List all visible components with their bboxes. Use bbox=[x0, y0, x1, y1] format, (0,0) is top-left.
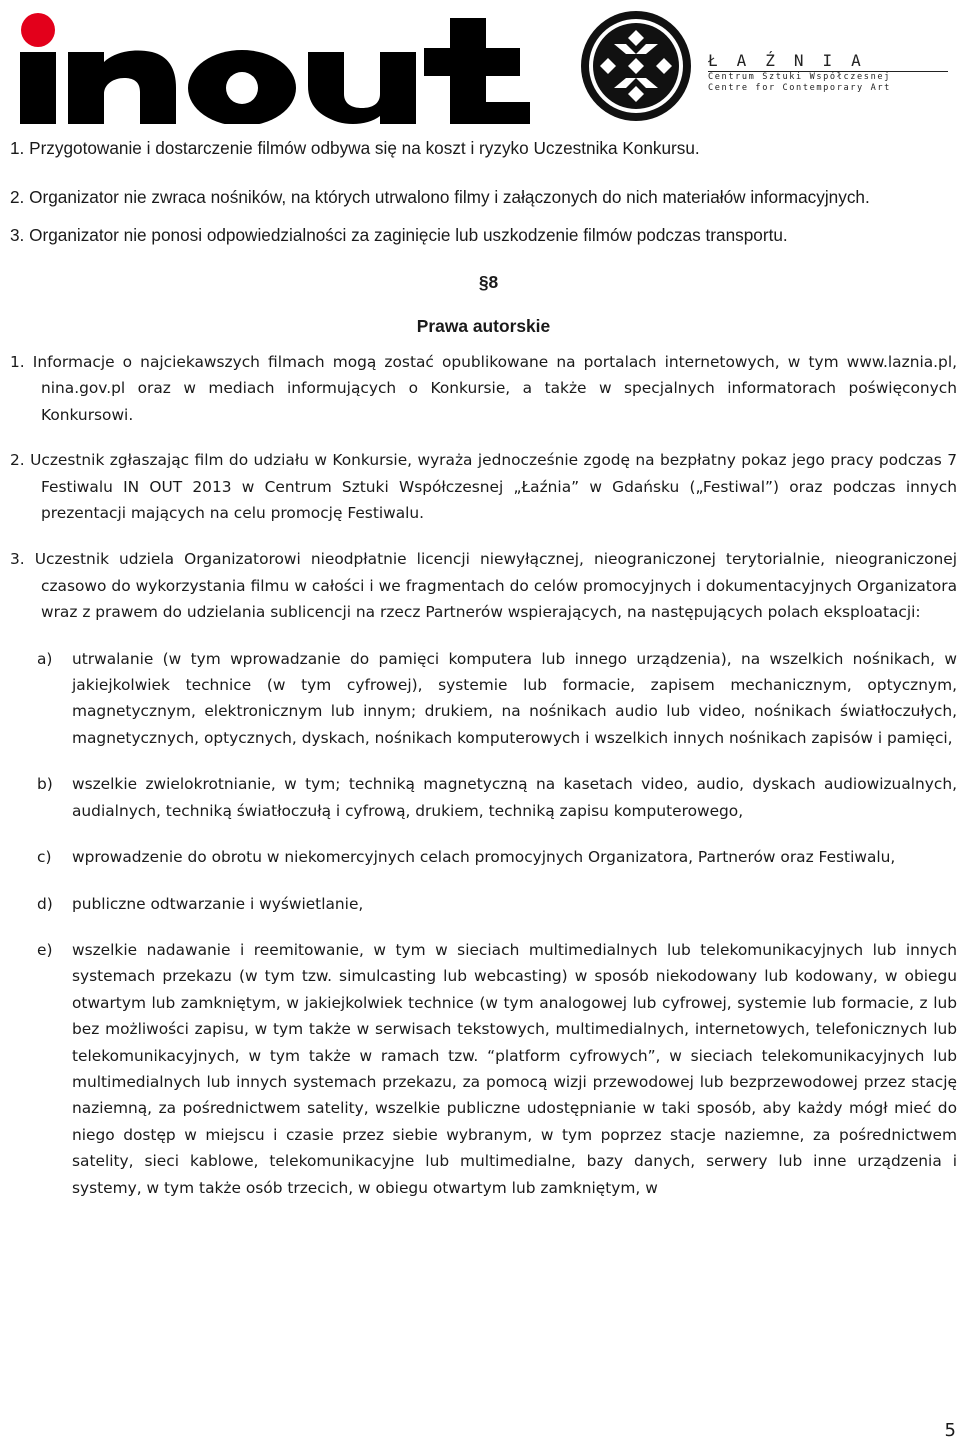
section-title: Prawa autorskie bbox=[416, 316, 551, 336]
copyright-item-2: 2. Uczestnik zgłaszając film do udziału w Konkursie, wyraża jednocześnie zgodę na bezpłatny pokaz jego pracy podczas 7 Festiwalu IN OUT 2013 w Centrum Sztuki Współczesnej „Łaźnia” w Gdańsku („Festiwal”) oraz podczas innych prezentacji mających na celu promocję Festiwalu. bbox=[10, 451, 957, 523]
field-label: e) bbox=[37, 940, 53, 959]
field-item-e bbox=[10, 937, 957, 1201]
field-item-b bbox=[10, 771, 957, 824]
laznia-title: ŁAŹNIA bbox=[708, 52, 948, 72]
laznia-subtitle-pl: Centrum Sztuki Współczesnej bbox=[708, 72, 891, 82]
laznia-seal-graphic bbox=[578, 8, 694, 124]
document-body bbox=[10, 136, 957, 1201]
field-item-c bbox=[10, 844, 957, 870]
transport-item-2: 2. Organizator nie zwraca nośników, na których utrwalono filmy i załączonych do nich materiałów informacyjnych. bbox=[10, 187, 870, 207]
field-label: c) bbox=[37, 848, 52, 867]
field-text: wprowadzenie do obrotu w niekomercyjnych celach promocyjnych Organizatora, Partnerów oraz Festiwalu, bbox=[72, 848, 896, 867]
field-item-a bbox=[10, 646, 957, 752]
copyright-item-3: 3. Uczestnik udziela Organizatorowi nieodpłatnie licencji niewyłącznej, nieograniczonej terytorialnie, nieograniczonej czasowo do wykorzystania filmu w całości i we fragmentach do celów promocyjnych i dokumentacyjnych Organizatora wraz z prawem do udzielania sublicencji na rzecz Partnerów wspierających, na następujących polach eksploatacji: bbox=[10, 550, 957, 622]
inout-logo bbox=[10, 10, 570, 124]
laznia-wordmark bbox=[708, 52, 948, 94]
laznia-seal-icon bbox=[578, 8, 694, 124]
laznia-subtitle-en: Centre for Contemporary Art bbox=[708, 83, 891, 93]
field-text: publiczne odtwarzanie i wyświetlanie, bbox=[72, 894, 364, 913]
page-header bbox=[0, 0, 960, 128]
page-number: 5 bbox=[944, 1420, 956, 1441]
field-text: utrwalanie (w tym wprowadzanie do pamięci komputera lub innego urządzenia), na wszelkich nośnikach, w jakiejkolwiek technice (w tym cyfrowej), systemie lub formacie, zapisem mechanicznym, optycznym, magnetycznym, elektronicznym lub innym; drukiem, na nośnikach audio lub video, nośnikach światłoczułych, magnetycznych, optycznych, dyskach, nośnikach komputerowych i wszelkich innych nośnikach zapisów i pamięci, bbox=[72, 649, 957, 747]
field-label: d) bbox=[37, 894, 53, 913]
field-text: wszelkie nadawanie i reemitowanie, w tym w sieciach multimedialnych lub telekomunikacyjnych lub innych systemach przekazu (w tym tzw. simulcasting lub webcasting) w sposób niekodowany lub kodowany, w obiegu otwartym lub zamkniętym, w jakiejkolwiek technice (w tym analogowej lub cyfrowej, systemie lub formacie, z lub bez możliwości zapisu, w tym także w serwisach tekstowych, multimedialnych, internetowych, telefonicznych lub telekomunikacyjnych, w tym także w ramach tzw. “platform cyfrowych”, w sieciach telekomunikacyjnych lub multimedialnych lub innych systemach przekazu, za pomocą wizji przewodowej lub bezprzewodowej przez stację naziemną, za pośrednictwem satelity, wszelkie publiczne udostępnianie w taki sposób, aby każdy mógł mieć do niego dostęp w miejscu i czasie przez siebie wybranym, w tym poprzez stacje naziemne, za pośrednictwem satelity, sieci kablowe, telekomunikacyjne lub multimedialne, bazy danych, serwery lub inne urządzenia i systemy, w tym także osób trzecich, w obiegu otwartym lub zamkniętym, w bbox=[72, 940, 957, 1197]
field-text: wszelkie zwielokrotnianie, w tym; techniką magnetyczną na kasetach video, audio, dyskach audiowizualnych, audialnych, techniką światłoczułą i cyfrową, drukiem, techniką zapisu komputerowego, bbox=[72, 775, 957, 820]
field-label: a) bbox=[37, 649, 53, 668]
copyright-item-1: 1. Informacje o najciekawszych filmach mogą zostać opublikowane na portalach internetowych, w tym www.laznia.pl, nina.gov.pl oraz w mediach informujących o Konkursie, a także w specjalnych informatorach poświęconych Konkursowi. bbox=[10, 353, 957, 424]
field-item-d bbox=[10, 891, 957, 917]
transport-item-3: 3. Organizator nie ponosi odpowiedzialności za zaginięcie lub uszkodzenie filmów podczas transportu. bbox=[10, 225, 788, 245]
inout-logo-graphic bbox=[10, 10, 570, 124]
transport-item-1: 1. Przygotowanie i dostarczenie filmów odbywa się na koszt i ryzyko Uczestnika Konkursu. bbox=[10, 138, 700, 158]
field-label: b) bbox=[37, 775, 53, 794]
section-number: §8 bbox=[478, 272, 499, 292]
